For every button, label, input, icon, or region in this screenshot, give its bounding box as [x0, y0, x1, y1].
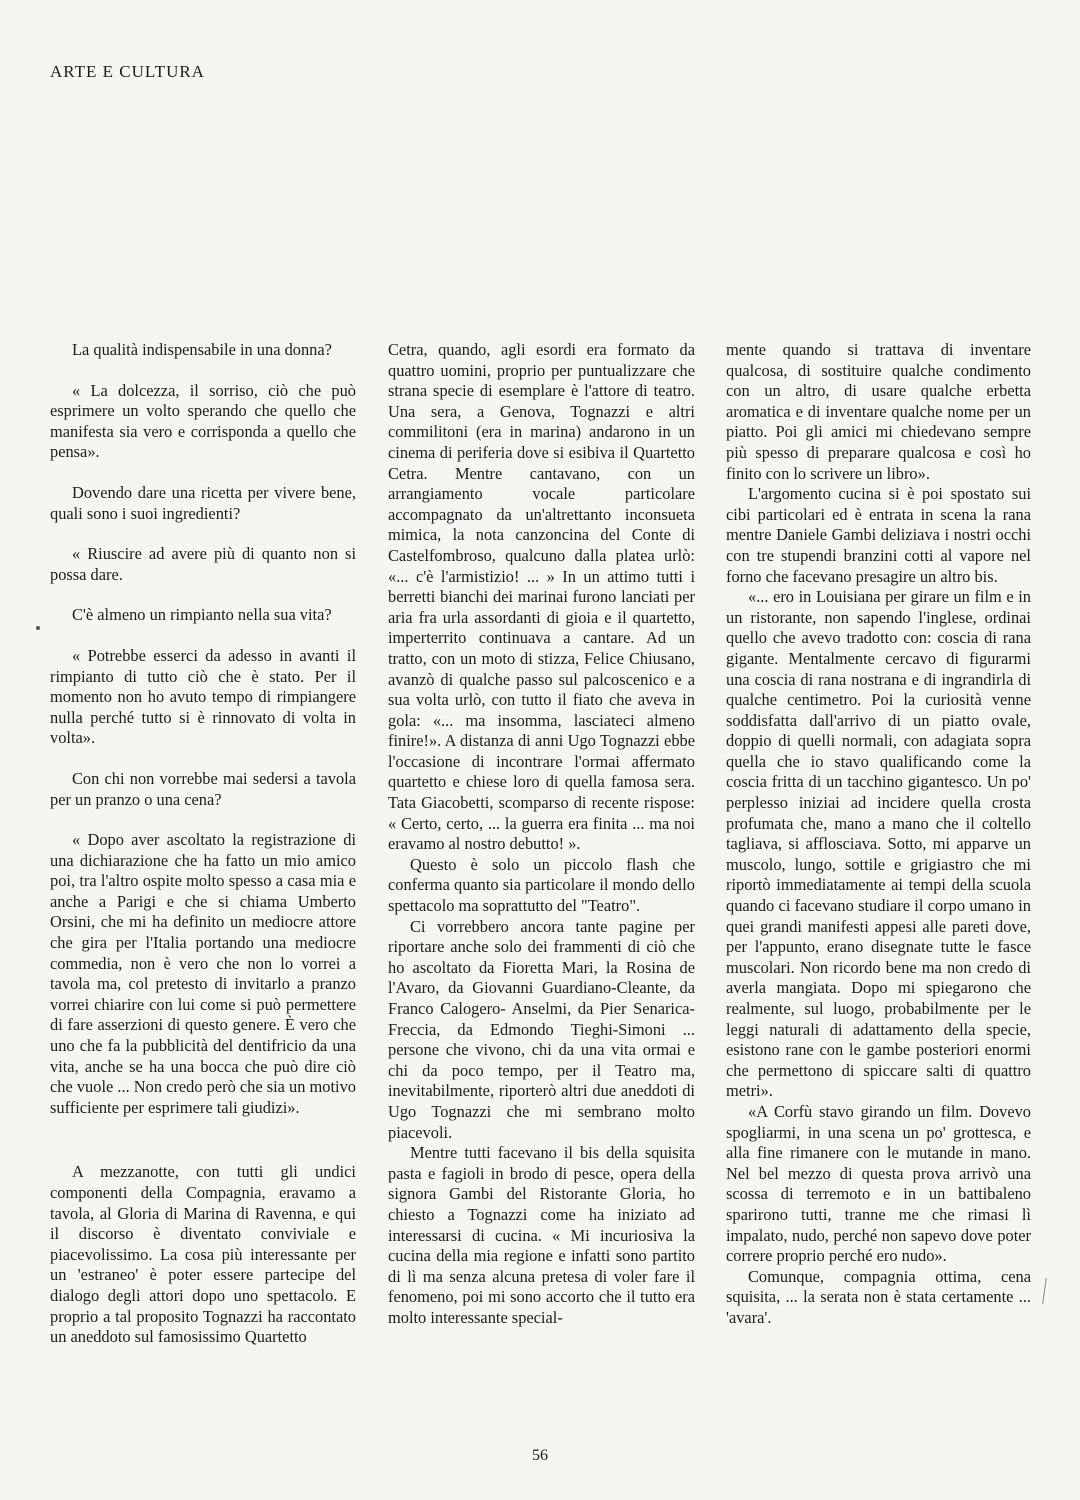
- article-column-1: [50, 340, 356, 1348]
- question-paragraph: C'è almeno un rimpianto nella sua vita?: [72, 605, 332, 625]
- body-paragraph: Mentre tutti facevano il bis della squisita pasta e fagioli in brodo di pesce, opera della signora Gambi del Ristorante Gloria, ho chiesto a Tognazzi come ha iniziato ad interessarsi di cucina. « Mi incuriosiva la cucina della mia regione e infatti sono partito di lì ma senza alcuna pretesa di voler fare il fenomeno, poi mi sono accorto che il tutto era molto interessante special-: [388, 1143, 695, 1327]
- scan-speck: [36, 626, 40, 630]
- question-paragraph: Dovendo dare una ricetta per vivere bene, quali sono i suoi ingredienti?: [50, 482, 356, 523]
- question-paragraph: La qualità indispensabile in una donna?: [72, 340, 332, 359]
- body-paragraph: A mezzanotte, con tutti gli undici componenti della Compagnia, eravamo a tavola, al Gloria di Marina di Ravenna, e qui il discorso è diventato conviviale e piacevolissimo. La cosa più interessante per un 'estraneo' è poter essere partecipe del dialogo degli attori dopo uno spettacolo. E proprio a tal proposito Tognazzi ha raccontato un aneddoto sul famosissimo Quartetto: [50, 1162, 356, 1347]
- body-paragraph: Comunque, compagnia ottima, cena squisita, ... la serata non è stata certamente ... 'avara'.: [726, 1266, 1031, 1327]
- section-title: ARTE E CULTURA: [50, 62, 205, 81]
- body-paragraph: mente quando si trattava di inventare qualcosa, di sostituire qualche condimento con un altro, di usare qualche erbetta aromatica e di inventare qualche nome per un piatto. Poi gli amici mi chiedevano sempre più spesso di preparare qualcosa e così ho finito con lo scrivere un libro».: [726, 340, 1031, 483]
- answer-paragraph: « La dolcezza, il sorriso, ciò che può esprimere un volto sperando che quello che manifesta sia vero e corrisponda a quello che pensa».: [50, 380, 356, 462]
- scan-mark: [1042, 1278, 1047, 1304]
- body-paragraph: «A Corfù stavo girando un film. Dovevo spogliarmi, in una scena un po' grottesca, e alla fine rimanere con le mutande in mano. Nel bel mezzo di questa prova arrivò una scossa di terremoto e in un battibaleno sparirono tutti, tranne me che rimasi lì impalato, nudo, perché non sapevo dove poter correre proprio perché ero nudo».: [726, 1101, 1031, 1266]
- answer-paragraph: « Riuscire ad avere più di quanto non si possa dare.: [50, 544, 356, 584]
- answer-paragraph: « Potrebbe esserci da adesso in avanti il rimpianto di tutto ciò che è stato. Per il momento non ho avuto tempo di rimpiangere nulla perché tutto si è rinnovato di volta in volta».: [50, 645, 356, 748]
- page-number: 56: [532, 1447, 548, 1464]
- body-paragraph: Cetra, quando, agli esordi era formato da quattro uomini, proprio per puntualizzare che strana specie di esemplare è l'attore di teatro. Una sera, a Genova, Tognazzi e altri commilitoni (era in marina) andarono in un cinema di periferia dove si esibiva il Quartetto Cetra. Mentre cantavano, con un arrangiamento vocale particolare accompagnato da un'altrettanto inconsueta mimica, la nota canzoncina del Conte di Castelfombroso, qualcuno dalla platea urlò: «... c'è l'armistizio! ... » In un attimo tutti i berretti bianchi dei marinai furono lanciati per aria fra urla assordanti di gioia e il quartetto, imperterrito continuava a cantare. Ad un tratto, con un moto di stizza, Felice Chiusano, avanzò di qualche passo sul palcoscenico e a sua volta urlò, con tutto il fiato che aveva in gola: «... ma insomma, lasciateci almeno finire!». A distanza di anni Ugo Tognazzi ebbe l'occasione di incontrare l'ormai affermato quartetto e chiese loro di quella famosa sera. Tata Giacobetti, scomparso di recente rispose: « Certo, certo, ... la guerra era finita ... ma noi eravamo al nostro debutto! ».: [388, 340, 695, 854]
- article-column-2: [388, 340, 695, 1329]
- answer-paragraph: « Dopo aver ascoltato la registrazione di una dichiarazione che ha fatto un mio amico poi, tra l'altro ospite molto spesso a casa mia e anche a Parigi e che si chiama Umberto Orsini, che mi ha definito un mediocre attore che gira per l'Italia portando una mediocre commedia, non è vero che non lo vorrei a tavola ma, col pretesto di invitarlo a pranzo vorrei chiarire con lui come si può permettere di fare asserzioni di questo genere. È vero che uno che fa la pubblicità del dentifricio da una vita, anche se ha una bocca che può dire ciò che vuole ... Non credo però che sia un motivo sufficiente per esprimere tali giudizi».: [50, 830, 356, 1117]
- body-paragraph: Questo è solo un piccolo flash che conferma quanto sia particolare il mondo dello spettacolo ma soprattutto del "Teatro".: [388, 854, 695, 916]
- body-paragraph: Ci vorrebbero ancora tante pagine per riportare anche solo dei frammenti di ciò che ho ascoltato da Fioretta Mari, la Rosina de l'Avaro, da Giovanni Guardiano-Cleante, da Franco Calogero- Anselmi, da Pier Senarica-Freccia, da Edmondo Tieghi-Simoni ... persone che vivono, chi da una vita ormai e chi da poco tempo, per il Teatro ma, inevitabilmente, riporterò altri due aneddoti di Ugo Tognazzi che mi sembrano molto piacevoli.: [388, 916, 695, 1142]
- body-paragraph: «... ero in Louisiana per girare un film e in un ristorante, non sapendo l'inglese, ordinai quello che avevo tradotto con: coscia di rana gigante. Mentalmente cercavo di figurarmi una coscia di rana nostrana e di ingrandirla di qualche centimetro. Poi la curiosità venne soddisfatta dall'arrivo di un piatto ovale, doppio di quelli normali, con adagiata sopra quella che io stavo qualificando come la coscia fritta di un tacchino gigantesco. Un po' perplesso iniziai ad incidere quella crosta profumata che, mano a mano che il coltello tagliava, si afflosciava. Sotto, mi apparve un muscolo, lungo, sottile e grigiastro che mi riportò immediatamente ai tempi della scuola quando ci facevano studiare il corpo umano in quei grandi manifesti appesi alle pareti dove, per l'appunto, erano disegnate tutte le fasce muscolari. Non ricordo bene ma non credo di averla mangiata. Dopo mi spiegarono che realmente, sul luogo, probabilmente per le leggi naturali di adattamento della specie, esistono rane con le gambe posteriori enormi che permettono di spiccare salti di quattro metri».: [726, 587, 1031, 1101]
- body-paragraph: L'argomento cucina si è poi spostato sui cibi particolari ed è entrata in scena la rana mentre Daniele Gambi deliziava i nostri occhi con tre stupendi branzini cotti al vapore nel forno che facevano presagire un altro bis.: [726, 484, 1031, 586]
- question-paragraph: Con chi non vorrebbe mai sedersi a tavola per un pranzo o una cena?: [50, 768, 356, 809]
- article-column-3: [726, 340, 1031, 1329]
